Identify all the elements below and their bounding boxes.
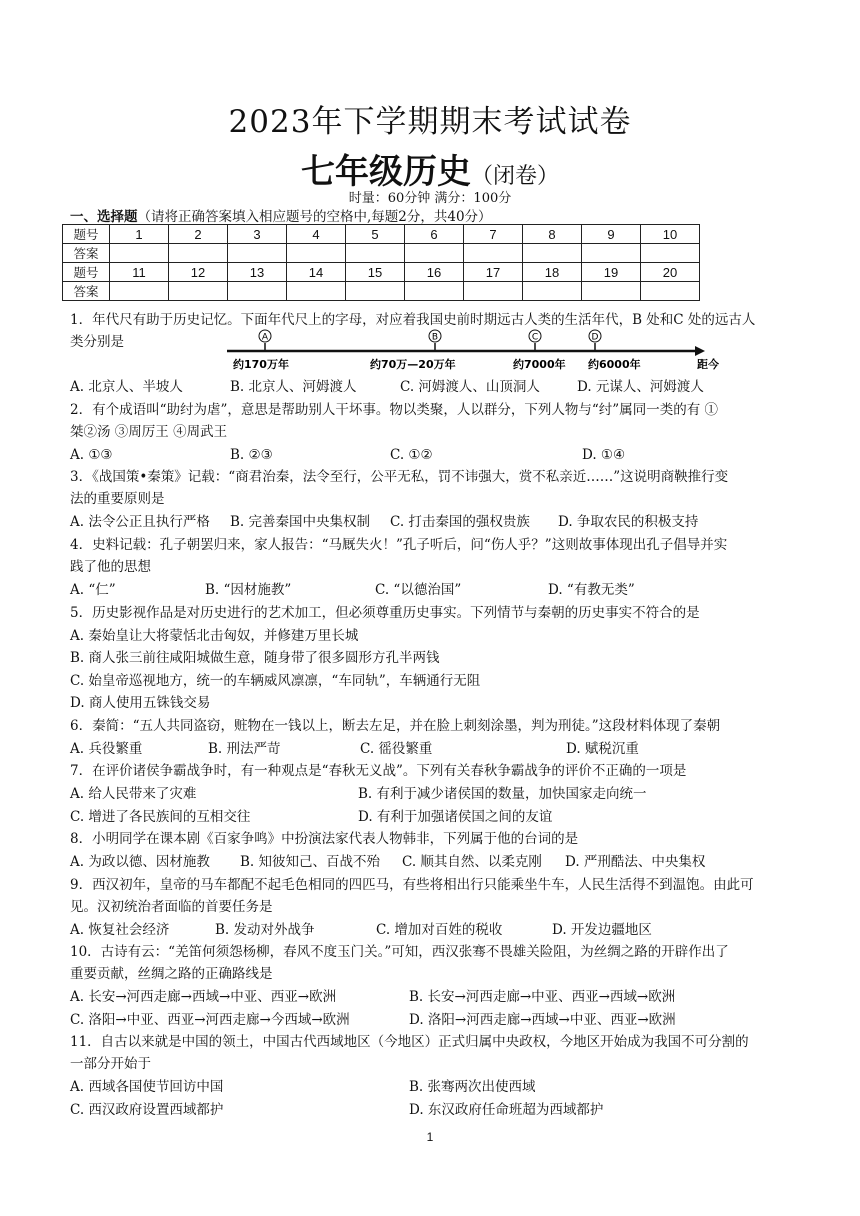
question-number-cell: 5: [346, 225, 405, 244]
question-number-cell: 10: [641, 225, 700, 244]
q9-option-b[interactable]: B. 发动对外战争: [215, 922, 315, 938]
timeline-marker-label-d: D: [591, 332, 599, 343]
q2-option-d[interactable]: D. ①④: [582, 447, 626, 463]
answer-table: [62, 224, 700, 301]
answer-cell[interactable]: [169, 244, 228, 263]
answer-cell[interactable]: [464, 244, 523, 263]
question-number-cell: 15: [346, 263, 405, 282]
q11-option-d[interactable]: D. 东汉政府任命班超为西域都护: [409, 1102, 604, 1118]
question-number-cell: 14: [287, 263, 346, 282]
q8-option-a[interactable]: A. 为政以德、因材施教: [70, 854, 210, 870]
q1-option-a[interactable]: A. 北京人、半坡人: [70, 379, 183, 395]
q10-option-c[interactable]: C. 洛阳→中亚、西亚→河西走廊→今西域→欧洲: [70, 1012, 350, 1028]
answer-cell[interactable]: [287, 282, 346, 301]
q11-option-c[interactable]: C. 西汉政府设置西域都护: [70, 1102, 224, 1118]
question-number-cell: 9: [582, 225, 641, 244]
question-number-cell: 8: [523, 225, 582, 244]
q10-option-b[interactable]: B. 长安→河西走廊→中亚、西亚→西域→欧洲: [409, 989, 676, 1005]
q11-option-a[interactable]: A. 西域各国使节回访中国: [70, 1079, 224, 1095]
answer-cell[interactable]: [582, 244, 641, 263]
timeline-label-a: 约170万年: [233, 358, 289, 371]
question-10-line-1: 10．古诗有云：“羌笛何须怨杨柳，春风不度玉门关。”可知，西汉张骞不畏雄关险阻，为丝绸之路的开辟作出了: [70, 944, 729, 960]
q4-option-c[interactable]: C. “以德治国”: [375, 582, 462, 598]
q7-option-d[interactable]: D. 有利于加强诸侯国之间的友谊: [358, 809, 553, 825]
answer-cell[interactable]: [523, 282, 582, 301]
question-number-cell: 20: [641, 263, 700, 282]
answer-cell[interactable]: [464, 282, 523, 301]
timeline-marker-label-a: A: [261, 332, 269, 343]
q4-option-b[interactable]: B. “因材施教”: [205, 582, 292, 598]
q3-option-c[interactable]: C. 打击秦国的强权贵族: [390, 514, 530, 530]
subject-title: [0, 144, 860, 193]
q10-option-a[interactable]: A. 长安→河西走廊→西域→中亚、西亚→欧洲: [70, 989, 337, 1005]
question-number-cell: 11: [110, 263, 169, 282]
answer-row-2: [63, 282, 700, 301]
q3-option-d[interactable]: D. 争取农民的积极支持: [558, 514, 699, 530]
number-row-2: [63, 263, 700, 282]
q9-option-d[interactable]: D. 开发边疆地区: [552, 922, 652, 938]
question-3-line-2: 法的重要原则是: [70, 491, 165, 507]
answer-cell[interactable]: [523, 244, 582, 263]
question-7-line-1: 7．在评价诸侯争霸战争时，有一种观点是“春秋无义战”。下列有关春秋争霸战争的评价不正确的一项是: [70, 763, 687, 779]
question-number-cell: 4: [287, 225, 346, 244]
q11-option-b[interactable]: B. 张骞两次出使西域: [409, 1079, 536, 1095]
question-9-line-1: 9．西汉初年，皇帝的马车都配不起毛色相同的四匹马，有些将相出行只能乘坐牛车，人民生活得不到温饱。由此可: [70, 877, 754, 893]
question-2-line-2: 桀②汤 ③周厉王 ④周武王: [70, 424, 228, 440]
answer-cell[interactable]: [110, 244, 169, 263]
question-number-cell: 19: [582, 263, 641, 282]
answer-cell[interactable]: [228, 282, 287, 301]
timeline-figure: [225, 327, 725, 373]
row-label: 答案: [63, 244, 110, 263]
answer-cell[interactable]: [228, 244, 287, 263]
subject-name: 七年级历史: [300, 152, 471, 192]
question-number-cell: 13: [228, 263, 287, 282]
q8-option-b[interactable]: B. 知彼知己、百战不殆: [240, 854, 381, 870]
q10-option-d[interactable]: D. 洛阳→河西走廊→西域→中亚、西亚→欧洲: [409, 1012, 676, 1028]
q6-option-a[interactable]: A. 兵役繁重: [70, 741, 143, 757]
question-number-cell: 17: [464, 263, 523, 282]
section-instruction: （请将正确答案填入相应题号的空格中,每题2分，共40分）: [137, 209, 492, 225]
question-number-cell: 18: [523, 263, 582, 282]
question-10-line-2: 重要贡献，丝绸之路的正确路线是: [70, 966, 273, 982]
section-title: 一、选择题: [70, 209, 138, 225]
q2-option-a[interactable]: A. ①③: [70, 447, 113, 463]
q2-option-c[interactable]: C. ①②: [390, 447, 433, 463]
answer-cell[interactable]: [110, 282, 169, 301]
answer-cell[interactable]: [346, 282, 405, 301]
question-number-cell: 1: [110, 225, 169, 244]
timeline-label-d: 约6000年: [588, 358, 641, 371]
q5-option-b[interactable]: B. 商人张三前往咸阳城做生意，随身带了很多圆形方孔半两钱: [70, 650, 440, 666]
q4-option-d[interactable]: D. “有教无类”: [548, 582, 635, 598]
subject-note: （闭卷）: [470, 164, 559, 189]
timeline-marker-label-b: B: [431, 332, 439, 343]
row-label: 题号: [63, 263, 110, 282]
q1-option-b[interactable]: B. 北京人、河姆渡人: [230, 379, 357, 395]
q5-option-c[interactable]: C. 始皇帝巡视地方，统一的车辆威风凛凛，“车同轨”，车辆通行无阻: [70, 673, 481, 689]
question-4-line-2: 践了他的思想: [70, 559, 151, 575]
timeline-label-b: 约70万—20万年: [370, 358, 456, 371]
answer-cell[interactable]: [405, 244, 464, 263]
q7-option-b[interactable]: B. 有利于减少诸侯国的数量，加快国家走向统一: [358, 786, 647, 802]
q7-option-c[interactable]: C. 增进了各民族间的互相交往: [70, 809, 251, 825]
question-1-line-1: 1．年代尺有助于历史记忆。下面年代尺上的字母，对应着我国史前时期远古人类的生活年代，B 处和C 处的远古人: [70, 312, 756, 328]
answer-cell[interactable]: [169, 282, 228, 301]
answer-cell[interactable]: [405, 282, 464, 301]
answer-cell[interactable]: [287, 244, 346, 263]
section-heading: [70, 205, 492, 225]
question-number-cell: 6: [405, 225, 464, 244]
answer-cell[interactable]: [346, 244, 405, 263]
q5-option-d[interactable]: D. 商人使用五铢钱交易: [70, 695, 211, 711]
answer-cell[interactable]: [582, 282, 641, 301]
q5-option-a[interactable]: A. 秦始皇让大将蒙恬北击匈奴，并修建万里长城: [70, 628, 359, 644]
question-number-cell: 3: [228, 225, 287, 244]
q6-option-d[interactable]: D. 赋税沉重: [566, 741, 639, 757]
q2-option-b[interactable]: B. ②③: [230, 447, 273, 463]
timeline-label-c: 约7000年: [513, 358, 566, 371]
q1-option-c[interactable]: C. 河姆渡人、山顶洞人: [400, 379, 540, 395]
q9-option-a[interactable]: A. 恢复社会经济: [70, 922, 170, 938]
q3-option-a[interactable]: A. 法令公正且执行严格: [70, 514, 210, 530]
q9-option-c[interactable]: C. 增加对百姓的税收: [376, 922, 503, 938]
answer-cell[interactable]: [641, 282, 700, 301]
question-11-line-1: 11．自古以来就是中国的领土，中国古代西域地区（今地区）正式归属中央政权，今地区开始成为我国不可分割的: [70, 1034, 749, 1050]
row-label: 题号: [63, 225, 110, 244]
q7-option-a[interactable]: A. 给人民带来了灾难: [70, 786, 197, 802]
timeline-label-now: 距今: [697, 358, 719, 371]
q8-option-c[interactable]: C. 顺其自然、以柔克刚: [402, 854, 542, 870]
q8-option-d[interactable]: D. 严刑酷法、中央集权: [565, 854, 706, 870]
page-number: 1: [426, 1130, 434, 1144]
question-9-line-2: 见。汉初统治者面临的首要任务是: [70, 899, 273, 915]
q3-option-b[interactable]: B. 完善秦国中央集权制: [230, 514, 371, 530]
question-number-cell: 12: [169, 263, 228, 282]
q1-option-d[interactable]: D. 元谋人、河姆渡人: [577, 379, 704, 395]
question-number-cell: 2: [169, 225, 228, 244]
q4-option-a[interactable]: A. “仁”: [70, 582, 116, 598]
answer-cell[interactable]: [641, 244, 700, 263]
q6-option-c[interactable]: C. 徭役繁重: [360, 741, 433, 757]
question-number-cell: 16: [405, 263, 464, 282]
question-number-cell: 7: [464, 225, 523, 244]
question-11-line-2: 一部分开始于: [70, 1056, 151, 1072]
q6-option-b[interactable]: B. 刑法严苛: [208, 741, 281, 757]
timeline-arrow-icon: [695, 346, 705, 356]
question-3-line-1: 3．《战国策•秦策》记载：“商君治秦，法令至行，公平无私，罚不讳强大，赏不私亲近……”这说明商鞅推行变: [70, 469, 729, 485]
answer-row-1: [63, 244, 700, 263]
time-score-info: 时量：60分钟 满分：100分: [348, 191, 512, 206]
row-label: 答案: [63, 282, 110, 301]
question-2-line-1: 2．有个成语叫“助纣为虐”，意思是帮助别人干坏事。物以类聚，人以群分，下列人物与“纣”属同一类的有 ①: [70, 402, 718, 418]
timeline-marker-label-c: C: [531, 332, 539, 343]
question-6-line-1: 6．秦简：“五人共同盗窃，赃物在一钱以上，断去左足，并在脸上刺刻涂墨，判为刑徒。”这段材料体现了秦朝: [70, 718, 721, 734]
exam-title: 2023年下学期期末考试试卷: [228, 104, 632, 140]
number-row-1: [63, 225, 700, 244]
question-8-line-1: 8．小明同学在课本剧《百家争鸣》中扮演法家代表人物韩非，下列属于他的台词的是: [70, 831, 579, 847]
question-4-line-1: 4．史料记载：孔子朝罢归来，家人报告：“马厩失火！”孔子听后，问“伤人乎？”这则故事体现出孔子倡导并实: [70, 537, 728, 553]
question-5-line-1: 5．历史影视作品是对历史进行的艺术加工，但必须尊重历史事实。下列情节与秦朝的历史事实不符合的是: [70, 605, 700, 621]
question-1-line-2: 类分别是: [70, 334, 124, 350]
